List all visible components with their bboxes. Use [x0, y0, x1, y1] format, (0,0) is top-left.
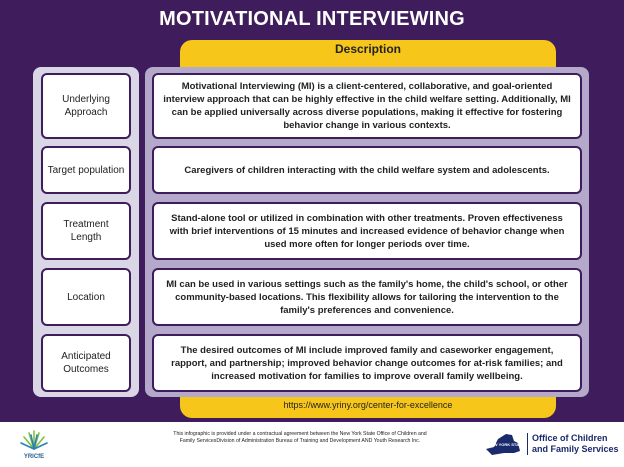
page-title: MOTIVATIONAL INTERVIEWING	[159, 8, 465, 30]
new-york-state-map-icon	[484, 431, 524, 457]
row-label-location: Location	[41, 268, 131, 326]
ny-logo-text: NEW YORK STATE	[488, 442, 524, 447]
row-text-anticipated-outcomes: The desired outcomes of MI include improved family and caseworker engagement, rapport, and partnership; improved behavior change outcomes for at-risk families; and increased motivation for families to improve overall family wellbeing.	[152, 334, 582, 392]
row-text-treatment-length: Stand-alone tool or utilized in combination with other treatments. Proven effectiveness with brief interventions of 15 minutes and increased evidence of behavior change when used more often for longer periods over time.	[152, 202, 582, 260]
row-text-location: MI can be used in various settings such as the family's home, the child's school, or other community-based locations. This flexibility allows for tailoring the intervention to the family's preferences and convenience.	[152, 268, 582, 326]
yri-logo-text: YRICfE	[23, 454, 45, 460]
row-text-target-population: Caregivers of children interacting with the child welfare system and adolescents.	[152, 146, 582, 194]
ocfs-line-2: and Family Services	[532, 444, 619, 454]
description-header: Description	[334, 42, 401, 56]
ocfs-line-1: Office of Children	[532, 433, 608, 443]
row-label-treatment-length: Treatment Length	[41, 202, 131, 260]
footer-disclaimer: This infographic is provided under a contractual agreement between the New York State Office of Children and Family ServicesDivision of Administration Bureau of Training and Development AND Youth Research Inc.	[173, 431, 427, 444]
row-label-underlying-approach: Underlying Approach	[41, 73, 131, 139]
website-link[interactable]: https://www.yriny.org/center-for-excellence	[283, 400, 453, 410]
row-label-anticipated-outcomes: Anticipated Outcomes	[41, 334, 131, 392]
row-label-target-population: Target population	[41, 146, 131, 194]
ocfs-logo-text	[527, 433, 619, 455]
row-text-underlying-approach: Motivational Interviewing (MI) is a client-centered, collaborative, and goal-oriented interview approach that can be highly effective in the child welfare setting. Additionally, MI can be applied universally across diverse populations, making it effective for fostering behavior change in various contexts.	[152, 73, 582, 139]
